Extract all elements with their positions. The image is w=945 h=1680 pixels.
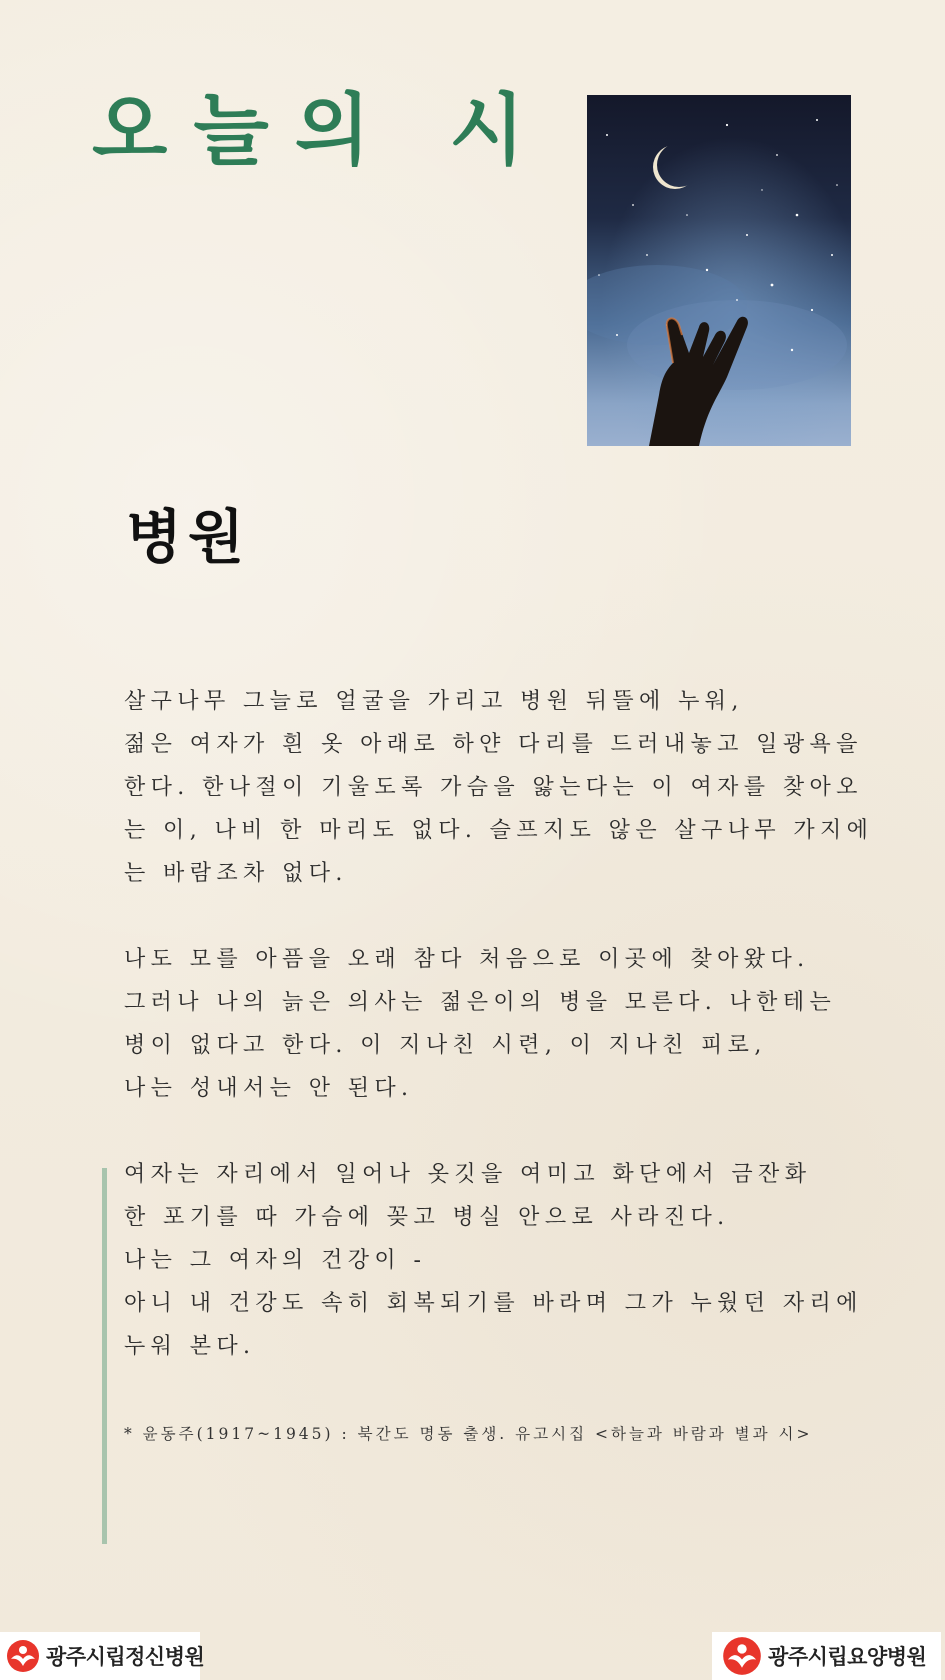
poem-line: 나는 그 여자의 건강이 - [124,1248,427,1273]
poem-line: 나도 모를 아픔을 오래 참다 처음으로 이곳에 찾아왔다. [124,947,810,972]
hospital-logo-right [712,1632,941,1680]
poem-line: 여자는 자리에서 일어나 옷깃을 여미고 화단에서 금잔화 [124,1162,812,1187]
poem-line: 누워 본다. [124,1334,256,1359]
poem-line: 젊은 여자가 흰 옷 아래로 하얀 다리를 드러내놓고 일광욕을 [124,732,863,757]
poem-line: 살구나무 그늘로 얼굴을 가리고 병원 뒤뜰에 누워, [124,689,744,714]
poem-line: 는 이, 나비 한 마리도 없다. 슬프지도 않은 살구나무 가지에 [124,818,874,843]
poem-line: 병이 없다고 한다. 이 지나친 시련, 이 지나친 피로, [124,1033,767,1058]
hospital-name: 광주시립요양병원 [768,1645,927,1669]
author-footnote: * 윤동주(1917~1945) : 북간도 명동 출생. 유고시집 <하늘과 바람과 별과 시> [124,1425,813,1443]
page-heading: 오늘의 시 [92,86,551,176]
decorative-side-rule [102,1168,107,1544]
poem-title: 병원 [126,503,251,571]
poem-line: 한 포기를 따 가슴에 꽂고 병실 안으로 사라진다. [124,1205,730,1230]
hospital-logo-left [0,1632,205,1680]
hospital-name: 광주시립정신병원 [46,1645,205,1669]
hospital-logo-icon [6,1639,40,1673]
poem-stanza [124,680,874,895]
poem-stanza [124,1153,863,1368]
poem-line: 한다. 한나절이 기울도록 가슴을 앓는다는 이 여자를 찾아오 [124,775,863,800]
poem-line: 나는 성내서는 안 된다. [124,1076,414,1101]
poem-line: 그러나 나의 늙은 의사는 젊은이의 병을 모른다. 나한테는 [124,990,837,1015]
poem-body [124,680,874,1411]
night-sky-hand-photo [587,95,851,446]
poem-stanza [124,938,854,1110]
poem-line: 는 바람조차 없다. [124,861,348,886]
poem-line: 아니 내 건강도 속히 회복되기를 바라며 그가 누웠던 자리에 [124,1291,863,1316]
hospital-logo-icon [722,1636,762,1676]
